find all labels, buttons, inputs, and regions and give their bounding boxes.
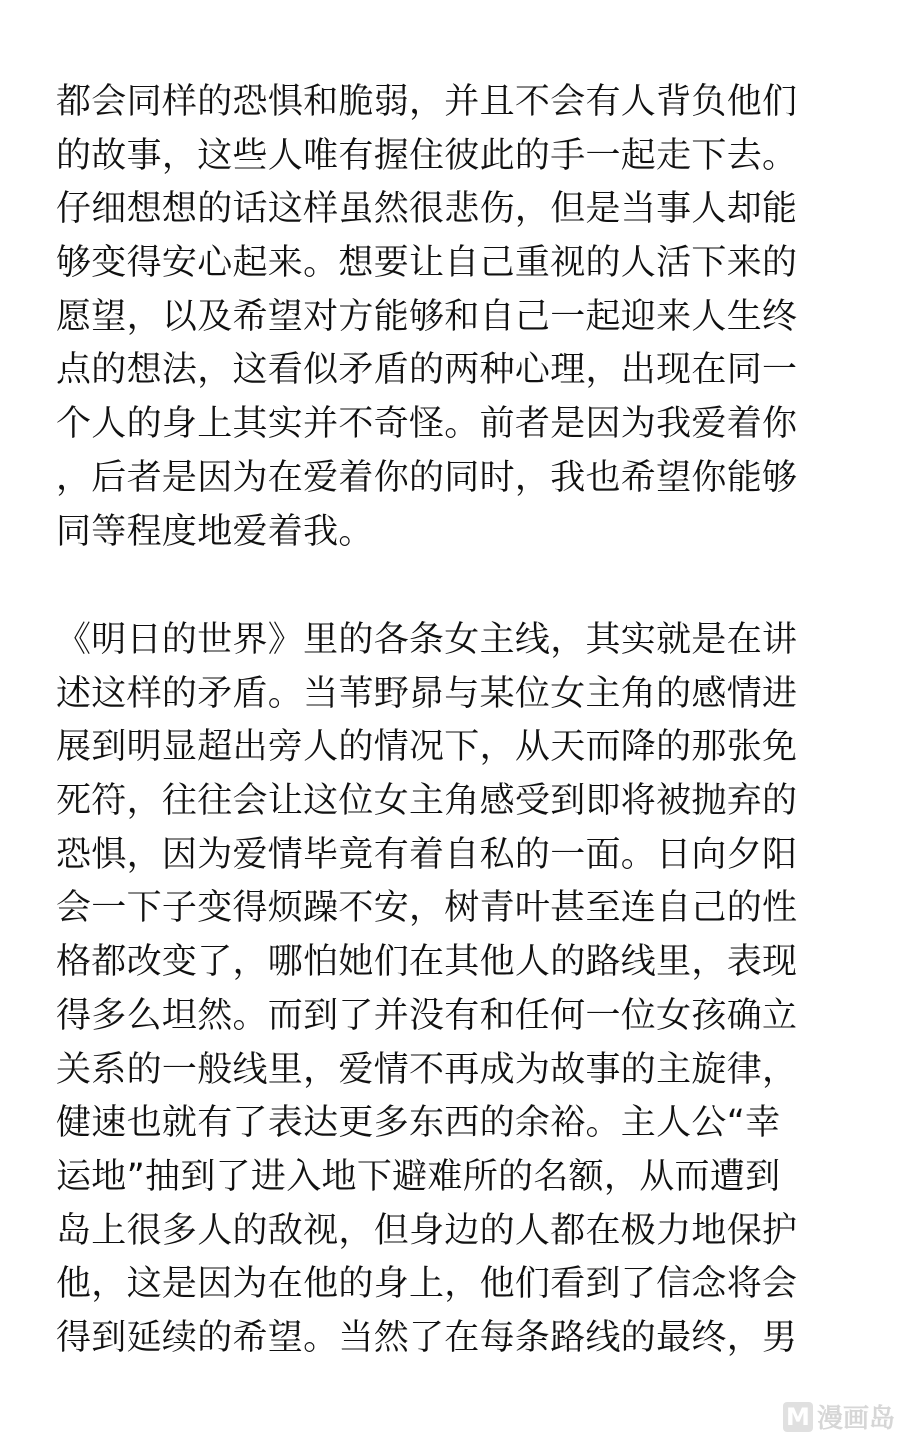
- text-line: 健速也就有了表达更多东西的余裕。主人公“幸: [56, 1103, 781, 1144]
- text-line: 他，这是因为在他的身上，他们看到了信念将会: [56, 1264, 798, 1305]
- text-line: 点的想法，这看似矛盾的两种心理，出现在同一: [56, 350, 798, 391]
- text-line: 展到明显超出旁人的情况下，从天而降的那张免: [56, 727, 798, 768]
- text-line: 岛上很多人的敌视，但身边的人都在极力地保护: [56, 1210, 798, 1251]
- text-line: 《明日的世界》里的各条女主线，其实就是在讲: [56, 620, 798, 660]
- text-line: 愿望，以及希望对方能够和自己一起迎来人生终: [56, 296, 798, 337]
- text-line: 死符，往往会让这位女主角感受到即将被抛弃的: [56, 781, 798, 822]
- text-line: 述这样的矛盾。当苇野昴与某位女主角的感情进: [56, 673, 798, 714]
- text-line: 得多么坦然。而到了并没有和任何一位女孩确立: [56, 995, 798, 1036]
- paragraph-1: [56, 76, 846, 559]
- watermark: [783, 1398, 895, 1435]
- text-line: 同等程度地爱着我。: [56, 511, 374, 552]
- text-line: 会一下子变得烦躁不安，树青叶甚至连自己的性: [56, 888, 798, 929]
- text-line: 个人的身上其实并不奇怪。前者是因为我爱着你: [56, 404, 798, 445]
- text-line: 够变得安心起来。想要让自己重视的人活下来的: [56, 243, 798, 284]
- watermark-logo-letter: M: [786, 1402, 810, 1431]
- text-line: 格都改变了，哪怕她们在其他人的路线里，表现: [56, 942, 798, 983]
- text-line: 恐惧，因为爱情毕竟有着自私的一面。日向夕阳: [56, 834, 798, 875]
- watermark-text: 漫画岛: [816, 1404, 895, 1434]
- text-line: 运地”抽到了进入地下避难所的名额，从而遭到: [56, 1156, 781, 1197]
- text-line: 关系的一般线里，爱情不再成为故事的主旋律，: [56, 1049, 798, 1090]
- watermark-logo-icon: [783, 1402, 813, 1432]
- text-line: 得到延续的希望。当然了在每条路线的最终，男: [56, 1317, 798, 1358]
- text-line: ，后者是因为在爱着你的同时，我也希望你能够: [56, 457, 798, 498]
- text-line: 的故事，这些人唯有握住彼此的手一起走下去。: [56, 135, 798, 176]
- text-line: 都会同样的恐惧和脆弱，并且不会有人背负他们: [56, 82, 798, 122]
- paragraph-2: [56, 614, 846, 1366]
- text-line: 仔细想想的话这样虽然很悲伤，但是当事人却能: [56, 189, 798, 230]
